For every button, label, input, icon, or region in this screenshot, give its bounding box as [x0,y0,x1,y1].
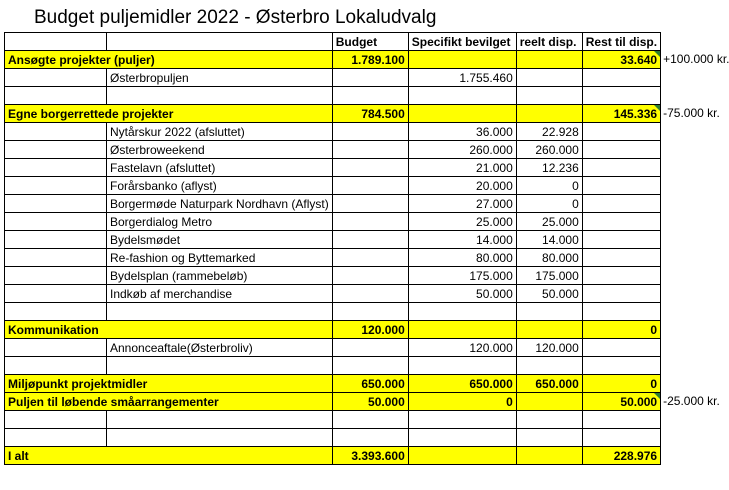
budget-cell[interactable] [332,249,408,267]
budget-cell[interactable] [332,285,408,303]
granted-cell[interactable]: 50.000 [408,285,516,303]
empty-cell[interactable] [332,411,408,429]
budget-cell[interactable]: 1.789.100 [332,51,408,69]
row-label-cell[interactable]: Annonceaftale(Østerbroliv) [107,339,333,357]
rest-cell[interactable] [582,177,660,195]
header-cell-spacer[interactable] [107,33,333,51]
granted-cell[interactable]: 20.000 [408,177,516,195]
comment-marker-icon[interactable] [654,105,660,111]
budget-cell[interactable]: 3.393.600 [332,447,408,465]
row-label-cell[interactable]: Borgermøde Naturpark Nordhavn (Aflyst) [107,195,333,213]
table-row [5,105,661,123]
row-label-cell[interactable]: I alt [5,447,333,465]
rest-cell[interactable]: 0 [582,375,660,393]
row-label-cell[interactable]: Re-fashion og Byttemarked [107,249,333,267]
empty-cell[interactable] [332,303,408,321]
real-cell[interactable]: 0 [516,195,582,213]
empty-cell[interactable] [332,429,408,447]
empty-cell[interactable] [516,357,582,375]
row-label-cell[interactable]: Bydelsmødet [107,231,333,249]
budget-cell[interactable] [332,213,408,231]
empty-cell[interactable] [516,87,582,105]
rest-cell[interactable]: 228.976 [582,447,660,465]
granted-cell[interactable]: 21.000 [408,159,516,177]
table-row [5,123,661,141]
rest-cell[interactable] [582,213,660,231]
table-row [5,141,661,159]
side-note: -75.000 kr. [663,105,720,120]
empty-cell[interactable] [582,303,660,321]
real-cell[interactable]: 650.000 [516,375,582,393]
indent-cell[interactable] [5,267,107,285]
real-cell[interactable] [516,105,582,123]
budget-cell[interactable] [332,159,408,177]
budget-table [4,32,661,465]
real-cell[interactable] [516,69,582,87]
empty-cell[interactable] [516,429,582,447]
table-row [5,375,661,393]
real-cell[interactable] [516,51,582,69]
table-row [5,411,661,429]
rest-cell[interactable]: 50.000 [582,393,660,411]
row-label-cell[interactable]: Egne borgerrettede projekter [5,105,333,123]
indent-cell[interactable] [5,177,107,195]
budget-cell[interactable] [332,195,408,213]
real-cell[interactable]: 12.236 [516,159,582,177]
header-real[interactable]: reelt disp. [516,33,582,51]
real-cell[interactable] [516,393,582,411]
table-row [5,177,661,195]
real-cell[interactable]: 260.000 [516,141,582,159]
empty-cell[interactable] [582,429,660,447]
budget-cell[interactable]: 50.000 [332,393,408,411]
rest-cell[interactable] [582,123,660,141]
empty-cell[interactable] [5,357,107,375]
rest-cell[interactable] [582,339,660,357]
row-label-cell[interactable]: Kommunikation [5,321,333,339]
table-row [5,339,661,357]
indent-cell[interactable] [5,69,107,87]
row-label-cell[interactable]: Forårsbanko (aflyst) [107,177,333,195]
table-row [5,249,661,267]
sheet-title: Budget puljemidler 2022 - Østerbro Lokaludvalg [34,7,437,28]
rest-cell[interactable]: 145.336 [582,105,660,123]
rest-cell[interactable]: 0 [582,321,660,339]
header-row [5,33,661,51]
row-label-cell[interactable]: Borgerdialog Metro [107,213,333,231]
real-cell[interactable]: 22.928 [516,123,582,141]
granted-cell[interactable]: 120.000 [408,339,516,357]
budget-cell[interactable] [332,231,408,249]
empty-cell[interactable] [5,411,107,429]
granted-cell[interactable]: 650.000 [408,375,516,393]
granted-cell[interactable]: 25.000 [408,213,516,231]
empty-cell[interactable] [5,429,107,447]
empty-cell[interactable] [408,429,516,447]
indent-cell[interactable] [5,195,107,213]
empty-cell[interactable] [5,87,107,105]
granted-cell[interactable]: 1.755.460 [408,69,516,87]
budget-cell[interactable]: 784.500 [332,105,408,123]
granted-cell[interactable]: 80.000 [408,249,516,267]
indent-cell[interactable] [5,213,107,231]
real-cell[interactable]: 175.000 [516,267,582,285]
table-row [5,87,661,105]
side-note: +100.000 kr. [663,51,729,66]
table-row [5,393,661,411]
rest-cell[interactable] [582,249,660,267]
granted-cell[interactable] [408,51,516,69]
empty-cell[interactable] [107,303,333,321]
table-row [5,321,661,339]
header-rest[interactable]: Rest til disp. [582,33,660,51]
header-budget[interactable]: Budget [332,33,408,51]
indent-cell[interactable] [5,285,107,303]
empty-cell[interactable] [408,411,516,429]
budget-cell[interactable] [332,69,408,87]
empty-cell[interactable] [408,87,516,105]
rest-cell[interactable] [582,195,660,213]
row-label-cell[interactable]: Indkøb af merchandise [107,285,333,303]
empty-cell[interactable] [5,303,107,321]
budget-cell[interactable] [332,177,408,195]
empty-cell[interactable] [107,411,333,429]
row-label-cell[interactable]: Ansøgte projekter (puljer) [5,51,333,69]
empty-cell[interactable] [582,87,660,105]
rest-cell[interactable] [582,267,660,285]
indent-cell[interactable] [5,339,107,357]
table-row [5,213,661,231]
table-row [5,195,661,213]
row-label-cell[interactable]: Miljøpunkt projektmidler [5,375,333,393]
granted-cell[interactable]: 0 [408,393,516,411]
row-label-cell[interactable]: Østerbropuljen [107,69,333,87]
granted-cell[interactable]: 36.000 [408,123,516,141]
indent-cell[interactable] [5,141,107,159]
real-cell[interactable]: 50.000 [516,285,582,303]
indent-cell[interactable] [5,159,107,177]
granted-cell[interactable] [408,321,516,339]
real-cell[interactable]: 0 [516,177,582,195]
empty-cell[interactable] [408,357,516,375]
table-row [5,69,661,87]
rest-cell[interactable]: 33.640 [582,51,660,69]
table-row [5,447,661,465]
granted-cell[interactable]: 27.000 [408,195,516,213]
real-cell[interactable]: 14.000 [516,231,582,249]
table-row [5,357,661,375]
budget-cell[interactable] [332,267,408,285]
row-label-cell[interactable]: Fastelavn (afsluttet) [107,159,333,177]
table-row [5,159,661,177]
granted-cell[interactable] [408,447,516,465]
real-cell[interactable]: 80.000 [516,249,582,267]
granted-cell[interactable]: 175.000 [408,267,516,285]
empty-cell[interactable] [582,357,660,375]
rest-cell[interactable] [582,231,660,249]
empty-cell[interactable] [107,87,333,105]
empty-cell[interactable] [516,411,582,429]
budget-cell[interactable] [332,339,408,357]
table-row [5,285,661,303]
real-cell[interactable] [516,447,582,465]
granted-cell[interactable]: 14.000 [408,231,516,249]
budget-cell[interactable]: 120.000 [332,321,408,339]
indent-cell[interactable] [5,123,107,141]
table-row [5,51,661,69]
row-label-cell[interactable]: Puljen til løbende småarrangementer [5,393,333,411]
side-note: -25.000 kr. [663,393,720,408]
budget-cell[interactable]: 650.000 [332,375,408,393]
granted-cell[interactable]: 260.000 [408,141,516,159]
row-label-cell[interactable]: Østerbroweekend [107,141,333,159]
table-row [5,231,661,249]
indent-cell[interactable] [5,249,107,267]
empty-cell[interactable] [332,87,408,105]
header-granted[interactable]: Specifikt bevilget [408,33,516,51]
rest-cell[interactable] [582,159,660,177]
empty-cell[interactable] [107,429,333,447]
budget-cell[interactable] [332,123,408,141]
empty-cell[interactable] [408,303,516,321]
real-cell[interactable]: 120.000 [516,339,582,357]
table-row [5,303,661,321]
table-row [5,267,661,285]
budget-cell[interactable] [332,141,408,159]
real-cell[interactable]: 25.000 [516,213,582,231]
header-cell-name[interactable] [5,33,107,51]
comment-marker-icon[interactable] [654,51,660,57]
row-label-cell[interactable]: Bydelsplan (rammebeløb) [107,267,333,285]
row-label-cell[interactable]: Nytårskur 2022 (afsluttet) [107,123,333,141]
rest-cell[interactable] [582,141,660,159]
real-cell[interactable] [516,321,582,339]
rest-cell[interactable] [582,285,660,303]
indent-cell[interactable] [5,231,107,249]
table-row [5,429,661,447]
empty-cell[interactable] [516,303,582,321]
empty-cell[interactable] [332,357,408,375]
empty-cell[interactable] [107,357,333,375]
comment-marker-icon[interactable] [654,393,660,399]
rest-cell[interactable] [582,69,660,87]
granted-cell[interactable] [408,105,516,123]
empty-cell[interactable] [582,411,660,429]
